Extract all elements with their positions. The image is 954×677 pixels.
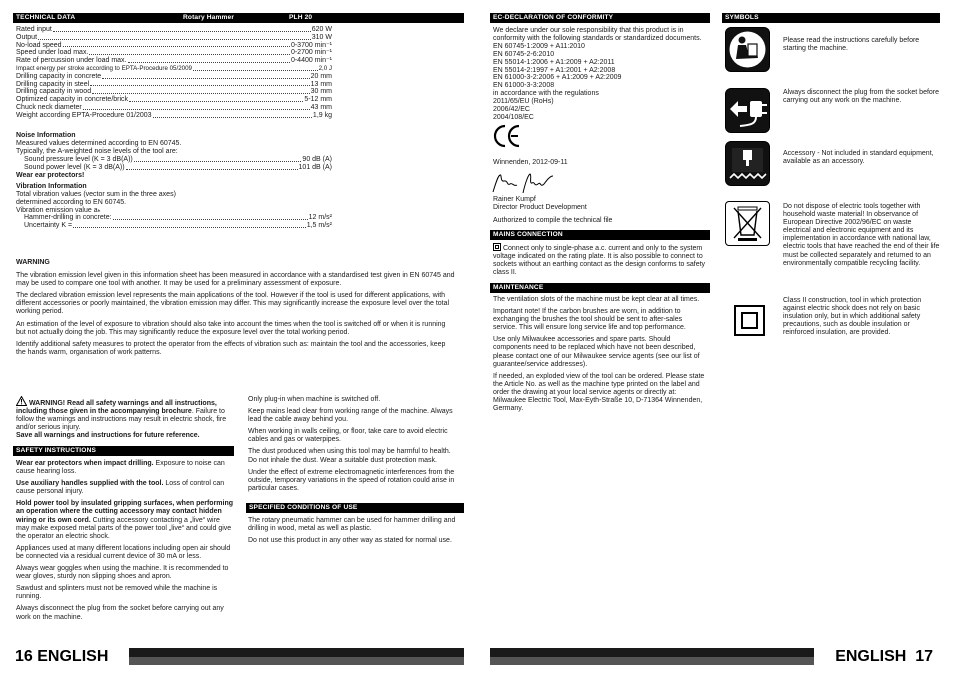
spec-value: 90 dB (A) [302, 155, 332, 163]
ec-declaration-body [493, 27, 705, 122]
language-label: ENGLISH [37, 648, 109, 665]
dot-leader [53, 31, 311, 32]
spec-label: Rated input [16, 25, 52, 33]
symbol-description: Always disconnect the plug from the socket before carrying out any work on the machine. [783, 89, 940, 105]
noise-block [16, 132, 336, 156]
vibration-block [16, 183, 336, 215]
spec-row [16, 156, 332, 164]
spec-label: Rate of percussion under load max. [16, 57, 127, 65]
technical-data-header [13, 13, 464, 23]
safety-list-continued [248, 396, 461, 497]
dot-leader [129, 101, 303, 102]
symbols-header [722, 13, 940, 23]
right-footer-label [814, 648, 941, 665]
spec-row [16, 112, 332, 120]
spec-value: 0-3700 min⁻¹ [290, 41, 332, 49]
safety-instructions-header [13, 446, 234, 456]
spec-value: 101 dB (A) [298, 163, 332, 171]
spec-row [16, 88, 332, 96]
save-instructions-note: Save all warnings and instructions for future reference. [16, 432, 200, 440]
dot-leader [193, 70, 318, 71]
warning-triangle-icon [16, 396, 27, 406]
safety-item [16, 500, 234, 540]
dot-leader [90, 85, 309, 86]
safety-item: Keep mains lead clear from working range of the machine. Always lead the cable away behind you. [248, 408, 453, 424]
ec-standard-line: 2006/42/EC [493, 106, 530, 114]
symbol-description: Do not dispose of electric tools together with household waste material! In observance of European Directive 2002/96/EC on waste electrical and electronic equipment and its implementation in accordance with national law, electric tools that have reached the end of their life must be collected separately and returned to an environmentally compatible recycling facility. [783, 203, 940, 267]
spec-value: 20 mm [310, 72, 332, 80]
vibration-title: Vibration Information [16, 183, 87, 190]
maintenance-item: Important note! If the carbon brushes are worn, in addition to exchanging the brushes the tool should be sent to after-sales service. This will ensure long service life and top performance. [493, 308, 686, 332]
ec-authorization: Authorized to compile the technical file [493, 217, 613, 224]
warning-title: WARNING [16, 259, 50, 266]
spec-label: Optimized capacity in concrete/brick [16, 96, 129, 104]
safety-instructions-title: SAFETY INSTRUCTIONS [16, 447, 97, 454]
dot-leader [102, 78, 309, 79]
dot-leader [83, 109, 310, 110]
spec-value: 30 mm [310, 88, 332, 96]
safety-item-bold: Use auxiliary handles supplied with the tool. [16, 480, 164, 488]
safety-item [16, 460, 234, 476]
language-label: ENGLISH [835, 648, 907, 665]
class-ii-icon [734, 305, 765, 336]
technical-data-table [16, 26, 332, 120]
safety-item-bold: Wear ear protectors when impact drilling. [16, 460, 154, 467]
signature [490, 172, 560, 196]
specified-conditions-list [248, 517, 461, 549]
mains-connection-header [490, 230, 710, 240]
safety-item-text: Always disconnect the plug from the socket before carrying out any work on the machine. [16, 605, 224, 621]
spec-row [16, 34, 332, 42]
footer-stripe [129, 657, 464, 665]
spec-value: 5-12 mm [304, 96, 332, 104]
spec-value: 2,0 J [318, 64, 332, 72]
safety-item-text: Loss of control can cause personal injury. [16, 480, 225, 496]
safety-item-text: Exposure to noise can cause hearing loss. [16, 460, 225, 476]
safety-item-text: Always wear goggles when using the machine. It is recommended to wear gloves, sturdy non slipping shoes and apron. [16, 565, 229, 581]
technical-data-title: TECHNICAL DATA [16, 14, 76, 21]
safety-item-bold: Hold power tool by insulated gripping surfaces, when performing an operation where the cutting accessory may contact hidden wiring or its own cord. [16, 500, 234, 524]
spec-value: 0-4400 min⁻¹ [290, 57, 332, 65]
spec-label: Weight according EPTA-Procedure 01/2003 [16, 111, 152, 119]
ec-title: Director Product Development [493, 204, 587, 211]
mains-connection-text: Connect only to single-phase a.c. current and only to the system voltage indicated on the rating plate. It is also possible to connect to sockets without an earthing contact as the design conforms to safety class II. [493, 245, 706, 277]
safety-item: Only plug-in when machine is switched off. [248, 396, 381, 403]
spec-label: Output [16, 33, 38, 41]
class-ii-small-icon [493, 243, 501, 251]
noise-title: Noise Information [16, 132, 76, 139]
spec-row [16, 96, 332, 104]
safety-item: The dust produced when using this tool may be harmful to health. Do not inhale the dust. Wear a suitable dust protection mask. [248, 448, 451, 464]
spec-row [16, 81, 332, 89]
spec-value: 13 mm [310, 80, 332, 88]
safety-item: Under the effect of extreme electromagnetic interferences from the outside, temporary variations in the speed of rotation could arise in particular cases. [248, 468, 455, 492]
spec-value: 0-2700 min⁻¹ [290, 49, 332, 57]
spec-value: 1,9 kg [312, 111, 332, 119]
spec-value: 43 mm [310, 103, 332, 111]
safety-item: When working in walls ceiling, or floor, take care to avoid electric cables and gas or waterpipes. [248, 428, 448, 444]
spec-label: Chuck neck diameter [16, 103, 82, 111]
ec-signatory [493, 196, 705, 225]
spec-row [16, 26, 332, 34]
ec-intro: We declare under our sole responsibility that this product is in conformity with the following standards or standardized documents. [493, 27, 702, 42]
noise-line: Measured values determined according to EN 60745. [16, 140, 182, 148]
dot-leader [38, 39, 311, 40]
mains-connection-title: MAINS CONNECTION [493, 231, 563, 238]
left-page-footer [13, 648, 464, 665]
spec-label: Sound pressure level (K = 3 dB(A)) [24, 155, 133, 163]
warning-paragraph: An estimation of the level of exposure to vibration should also take into account the times when the tool is switched off or when it is running but not actually doing the job. This may significantly reduce the exposure level over the total working period. [16, 320, 446, 336]
spec-label: Uncertainty K = [24, 221, 73, 229]
ec-standard-line: in accordance with the regulations [493, 90, 599, 98]
spec-label: No-load speed [16, 41, 62, 49]
ec-name: Rainer Kumpf [493, 196, 536, 203]
warning-bold-text: WARNING! Read all safety warnings and all instructions, including those given in the accompanying brochure [16, 400, 217, 416]
spec-row [16, 214, 332, 222]
dot-leader [63, 46, 290, 47]
unplug-icon [725, 88, 770, 133]
warning-section [16, 259, 456, 361]
dot-leader [128, 62, 290, 63]
ec-declaration-header [490, 13, 710, 23]
ec-standards-list [493, 43, 705, 122]
safety-item-text: Appliances used at many different locations including open air should be connected via a residual current device of 30 mA or less. [16, 544, 231, 560]
warning-paragraph: Identify additional safety measures to protect the operator from the effects of vibration such as: maintain the tool and the accessories, keep the hands warm, organisation of work patterns. [16, 340, 446, 356]
spec-value: 310 W [311, 33, 332, 41]
ec-declaration-title: EC-DECLARATION OF CONFORMITY [493, 14, 614, 21]
maintenance-title: MAINTENANCE [493, 284, 544, 291]
dot-leader [73, 227, 306, 228]
warning-text: . Failure to follow the warnings and instructions may result in electric shock, fire and/or serious injury. [16, 408, 227, 432]
safety-warning-box [16, 396, 234, 444]
safety-item [16, 585, 234, 601]
dot-leader [134, 161, 302, 162]
ec-standard-line: EN 60745-1:2009 + A11:2010 [493, 42, 585, 50]
model-name: PLH 20 [289, 14, 313, 21]
use-condition-item: The rotary pneumatic hammer can be used for hammer drilling and drilling in wood, metal as well as plastic. [248, 517, 456, 533]
vibration-line: Total vibration values (vector sum in the three axes) [16, 191, 176, 199]
vibration-table [16, 214, 332, 230]
safety-item [16, 480, 234, 496]
spec-label: Hammer-drilling in concrete: [24, 213, 112, 221]
dot-leader [126, 169, 298, 170]
spec-value: 620 W [311, 25, 332, 33]
symbol-description: Please read the instructions carefully before starting the machine. [783, 37, 920, 53]
ec-standard-line: EN 55014-1:2006 + A1:2009 + A2:2011 [493, 58, 615, 66]
spec-row [16, 42, 332, 50]
spec-row [16, 57, 332, 65]
spec-row [16, 164, 332, 172]
vibration-line: Vibration emission value aₕ [16, 207, 101, 215]
footer-stripe [490, 657, 814, 665]
left-footer-label [13, 648, 129, 665]
symbol-description: Class II construction, tool in which protection against electric shock does not rely on basic insulation only, but in which additional safety precautions, such as double insulation or reinforced insulation, are provided. [783, 297, 922, 337]
warning-paragraph: The vibration emission level given in this information sheet has been measured in accordance with a standardised test given in EN 60745 and may be used to compare one tool with another. It may be used for a preliminary assessment of exposure. [16, 272, 455, 288]
safety-item [16, 605, 234, 621]
ec-standard-line: EN 55014-2:1997 + A1:2001 + A2:2008 [493, 66, 616, 74]
spec-label: Speed under load max. [16, 49, 89, 57]
noise-line: Typically, the A-weighted noise levels of the tool are: [16, 148, 178, 156]
signature-image [490, 172, 560, 196]
specified-conditions-title: SPECIFIED CONDITIONS OF USE [249, 504, 358, 511]
maintenance-item: Use only Milwaukee accessories and spare parts. Should components need to be replaced which have not been described, please contact one of our Milwaukee service agents (see our list of guarantee/service addresses). [493, 336, 700, 368]
ec-standard-line: EN 60745-2-6:2010 [493, 50, 555, 58]
symbols-title: SYMBOLS [725, 14, 759, 21]
ec-standard-line: 2004/108/EC [493, 113, 534, 121]
ec-place-date: Winnenden, 2012-09-11 [493, 159, 568, 166]
ec-standard-line: EN 61000-3-2:2006 + A1:2009 + A2:2009 [493, 74, 622, 82]
spec-label: Drilling capacity in concrete [16, 72, 102, 80]
safety-item [16, 565, 234, 581]
noise-table [16, 156, 332, 172]
symbol-description: Accessory - Not included in standard equipment, available as an accessory. [783, 150, 934, 166]
spec-value: 12 m/s² [308, 213, 332, 221]
dot-leader [113, 219, 308, 220]
dot-leader [89, 54, 290, 55]
ec-standard-line: 2011/65/EU (RoHs) [493, 98, 554, 106]
spec-label: Sound power level (K = 3 dB(A)) [24, 163, 125, 171]
spec-label: Drilling capacity in wood [16, 88, 92, 96]
ce-mark-icon [493, 123, 521, 149]
maintenance-list [493, 296, 707, 417]
ear-protection-note: Wear ear protectors! [16, 172, 85, 179]
spec-label: Drilling capacity in steel [16, 80, 90, 88]
ec-standard-line: EN 61000-3-3:2008 [493, 82, 555, 90]
dot-leader [153, 117, 312, 118]
safety-item-text: Sawdust and splinters must not be removed while the machine is running. [16, 585, 218, 601]
use-condition-item: Do not use this product in any other way as stated for normal use. [248, 537, 452, 545]
weee-bin-icon [725, 201, 770, 246]
safety-item-text: Cutting accessory contacting a „live“ wire may make exposed metal parts of the power tool „live“ and could give the operator an electric shock. [16, 516, 232, 540]
maintenance-item: The ventilation slots of the machine must be kept clear at all times. [493, 296, 700, 303]
spec-row [16, 73, 332, 81]
specified-conditions-header [246, 503, 464, 513]
spec-row [16, 49, 332, 57]
right-page-footer [490, 648, 941, 665]
safety-item [16, 545, 234, 561]
spec-row [16, 65, 332, 73]
mains-connection-body [493, 243, 707, 277]
accessory-icon [725, 141, 770, 186]
dot-leader [92, 93, 310, 94]
warning-paragraph: The declared vibration emission level represents the main applications of the tool. However if the tool is used for different applications, with different accessories or poorly maintained, the vibration emission may differ. This may significantly increase the exposure level over the total working period. [16, 292, 450, 316]
spec-value: 1,5 m/s² [306, 221, 332, 229]
safety-instructions-list [16, 460, 234, 626]
page-number: 16 [15, 648, 33, 665]
spec-label: Impact energy per stroke according to EPTA-Procedure 05/2009 [16, 64, 192, 72]
vibration-line: determined according to EN 60745. [16, 199, 127, 207]
spec-row [16, 222, 332, 230]
maintenance-item: If needed, an exploded view of the tool can be ordered. Please state the Article No. as well as the machine type printed on the label and order the drawing at your local service agents or directly at: Milwaukee Electric Tool, Max-Eyth-Straße 10, D-71364 Winnenden, Germany. [493, 372, 705, 413]
ce-mark [493, 123, 521, 149]
page-number: 17 [915, 648, 933, 665]
read-manual-icon [725, 27, 770, 72]
spec-row [16, 104, 332, 112]
maintenance-header [490, 283, 710, 293]
model-label: Rotary Hammer [183, 14, 235, 21]
